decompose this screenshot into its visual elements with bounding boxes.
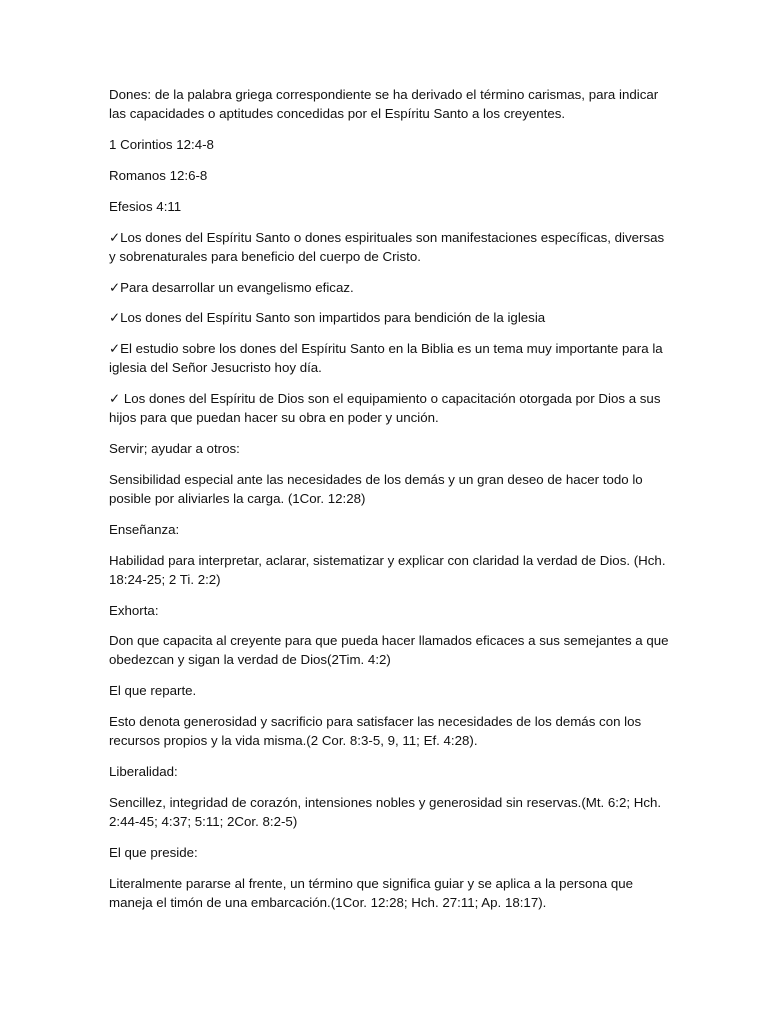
checked-point-4: ✓El estudio sobre los dones del Espíritu Santo en la Biblia es un tema muy importante para la iglesia del Señor Jesucristo hoy día. xyxy=(109,341,663,375)
checked-point-1: ✓Los dones del Espíritu Santo o dones espirituales son manifestaciones específicas, diversas y sobrenaturales para beneficio del cuerpo de Cristo. xyxy=(109,230,665,264)
heading-el-que-reparte: El que reparte. xyxy=(109,683,197,698)
checked-point-5: ✓ Los dones del Espíritu de Dios son el equipamiento o capacitación otorgada por Dios a sus hijos para que puedan hacer su obra en poder y unción. xyxy=(109,391,661,425)
reference-efesios: Efesios 4:11 xyxy=(109,199,182,214)
intro-paragraph: Dones: de la palabra griega correspondiente se ha derivado el término carismas, para indicar las capacidades o aptitudes concedidas por el Espíritu Santo a los creyentes. xyxy=(109,87,659,121)
reference-1-corintios: 1 Corintios 12:4-8 xyxy=(109,137,214,152)
heading-servir: Servir; ayudar a otros: xyxy=(109,441,240,456)
heading-ensenanza: Enseñanza: xyxy=(109,522,180,537)
definition-el-que-preside: Literalmente pararse al frente, un término que significa guiar y se aplica a la persona que maneja el timón de una embarcación.(1Cor. 12:28; Hch. 27:11; Ap. 18:17). xyxy=(109,876,634,910)
checked-point-3: ✓Los dones del Espíritu Santo son impartidos para bendición de la iglesia xyxy=(109,310,546,325)
heading-el-que-preside: El que preside: xyxy=(109,845,198,860)
definition-liberalidad: Sencillez, integridad de corazón, intensiones nobles y generosidad sin reservas.(Mt. 6:2; Hch. 2:44-45; 4:37; 5:11; 2Cor. 8:2-5) xyxy=(109,795,662,829)
reference-romanos: Romanos 12:6-8 xyxy=(109,168,208,183)
definition-exhorta: Don que capacita al creyente para que pueda hacer llamados eficaces a sus semejantes a que obedezcan y sigan la verdad de Dios(2Tim. 4:2) xyxy=(109,633,669,667)
heading-liberalidad: Liberalidad: xyxy=(109,764,178,779)
heading-exhorta: Exhorta: xyxy=(109,603,159,618)
definition-servir: Sensibilidad especial ante las necesidades de los demás y un gran deseo de hacer todo lo posible por aliviarles la carga. (1Cor. 12:28) xyxy=(109,472,643,506)
definition-ensenanza: Habilidad para interpretar, aclarar, sistematizar y explicar con claridad la verdad de Dios. (Hch. 18:24-25; 2 Ti. 2:2) xyxy=(109,553,666,587)
definition-el-que-reparte: Esto denota generosidad y sacrificio para satisfacer las necesidades de los demás con los recursos propios y la vida misma.(2 Cor. 8:3-5, 9, 11; Ef. 4:28). xyxy=(109,714,642,748)
checked-point-2: ✓Para desarrollar un evangelismo eficaz. xyxy=(109,280,354,295)
